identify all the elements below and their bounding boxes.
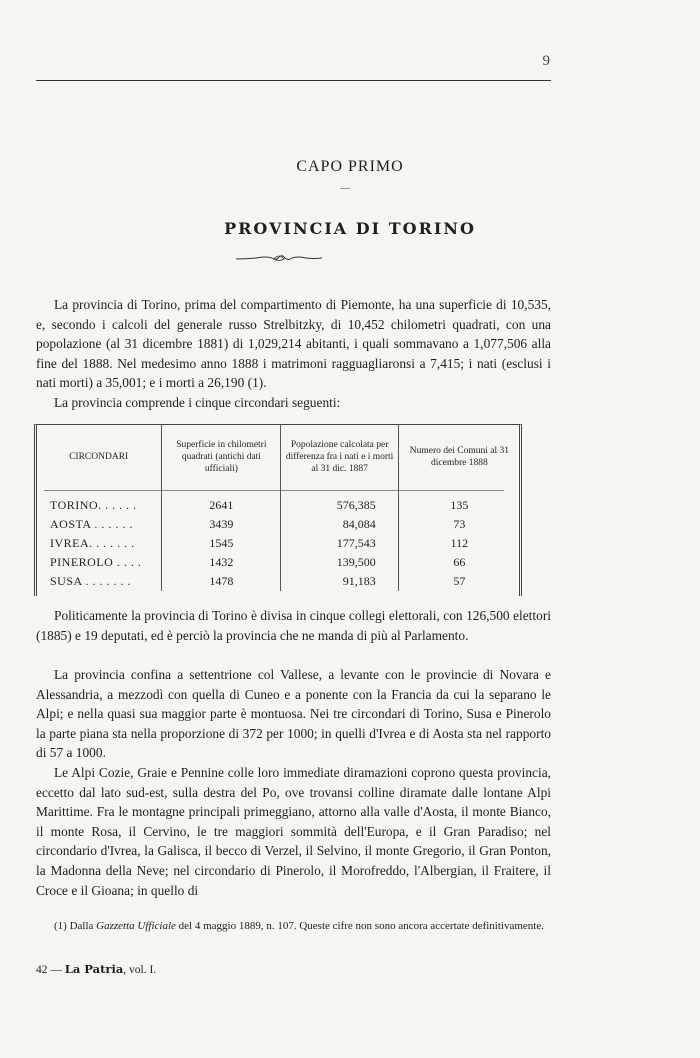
row-population: 177,543 — [281, 534, 398, 553]
paragraph-borders — [36, 665, 551, 763]
row-name: SUSA . . . . . . . — [50, 574, 132, 588]
footnote — [36, 918, 551, 934]
footnote-source: Gazzetta Ufficiale — [96, 920, 176, 932]
page-number: 9 — [542, 53, 550, 69]
row-area: 1545 — [162, 534, 281, 553]
footnote-post: del 4 maggio 1889, n. 107. Queste cifre non sono ancora accertate definitivamente. — [175, 920, 544, 932]
table-row — [36, 515, 520, 534]
row-comuni: 135 — [398, 490, 520, 515]
row-comuni: 73 — [398, 515, 520, 534]
printer-signature — [36, 962, 156, 976]
row-population: 139,500 — [281, 553, 398, 572]
table-row — [36, 572, 520, 591]
ornament-divider — [236, 253, 322, 263]
paragraph-circondari-intro-text: La provincia comprende i cinque circondari seguenti: — [54, 395, 341, 410]
header-popolazione: Popolazione calcolata per differenza fra i nati e i morti al 31 dic. 1887 — [281, 424, 398, 490]
header-superficie: Superficie in chilometri quadrati (antichi dati ufficiali) — [162, 424, 281, 490]
row-population: 576,385 — [281, 490, 398, 515]
header-comuni: Numero dei Comuni al 31 dicembre 1888 — [398, 424, 520, 490]
row-area: 1432 — [162, 553, 281, 572]
paragraph-circondari-intro — [36, 393, 551, 413]
row-name: IVREA. . . . . . . — [50, 536, 135, 550]
paragraph-borders-text: La provincia confina a settentrione col Vallese, a levante con le provincie di Novara e Alessandria, a mezzodì con quella di Cuneo e a ponente con la Francia da cui la separano le Alpi; e nella quasi sua maggior parte è montuosa. Nei tre circondari di Torino, Susa e Pinerolo la parte piana sta nella proporzione di 372 per 1000; in quelli d'Ivrea e di Aosta sta nel rapporto di 57 a 1000. — [36, 667, 551, 761]
header-rule — [36, 80, 551, 81]
row-population: 91,183 — [281, 572, 398, 591]
paragraph-intro — [36, 295, 551, 393]
row-name: AOSTA . . . . . . — [50, 517, 133, 531]
chapter-divider — [340, 188, 350, 189]
row-area: 3439 — [162, 515, 281, 534]
page-title: PROVINCIA DI TORINO — [224, 219, 476, 238]
paragraph-intro-text: La provincia di Torino, prima del compartimento di Piemonte, ha una superficie di 10,535, e, secondo i calcoli del generale russo Strelbitzky, di 10,452 chilometri quadrati, con una popolazione (al 31 dicembre 1881) di 1,029,214 abitanti, i quali sommavano a 1,077,506 alla fine del 1888. Nel medesimo anno 1888 i matrimoni ragguagliaronsi a 7,415; i nati (esclusi i nati morti) a 35,001; e i morti a 26,190 (1). — [36, 297, 551, 391]
row-area: 1478 — [162, 572, 281, 591]
paragraph-politics-text: Politicamente la provincia di Torino è divisa in cinque collegi elettorali, con 126,500 elettori (1885) e 19 deputati, ed è perciò la provincia che ne manda di più al Parlamento. — [36, 608, 551, 643]
table-row — [36, 490, 520, 515]
row-name: PINEROLO . . . . — [50, 555, 142, 569]
paragraph-mountains-text: Le Alpi Cozie, Graie e Pennine colle loro immediate diramazioni coprono questa provincia, eccetto dal lato sud-est, sulla destra del Po, ove trovansi colline diramate dalle lontane Alpi Marittime. Fra le montagne principali primeggiano, attorno alla valle d'Aosta, il monte Bianco, il monte Rosa, il Cervino, le tre maggiori sommità dell'Europa, e il Gran Paradiso; nel circondario d'Ivrea, la Galisca, il becco di Verzel, il Selvino, il monte Gregorio, il Gran Ponton, la Madonna della Neve; nel circondario di Pinerolo, il Morofreddo, l'Albergian, il Fraitere, il Croce e il Gioana; in quello di — [36, 765, 551, 898]
header-circondari: CIRCONDARI — [69, 452, 129, 462]
row-comuni: 112 — [398, 534, 520, 553]
paragraph-politics — [36, 606, 551, 645]
table-row — [36, 553, 520, 572]
footnote-pre: (1) Dalla — [54, 920, 97, 932]
signature-title: La Patria — [64, 962, 124, 976]
chapter-heading: CAPO PRIMO — [296, 158, 404, 175]
row-comuni: 57 — [398, 572, 520, 591]
table-row — [36, 534, 520, 553]
row-area: 2641 — [162, 490, 281, 515]
signature-volume: , vol. I. — [123, 964, 157, 976]
circondari-table — [36, 424, 520, 591]
row-name: TORINO. . . . . . — [50, 498, 137, 512]
paragraph-mountains — [36, 763, 551, 900]
row-population: 84,084 — [281, 515, 398, 534]
signature-number: 42 — — [36, 964, 65, 976]
row-comuni: 66 — [398, 553, 520, 572]
